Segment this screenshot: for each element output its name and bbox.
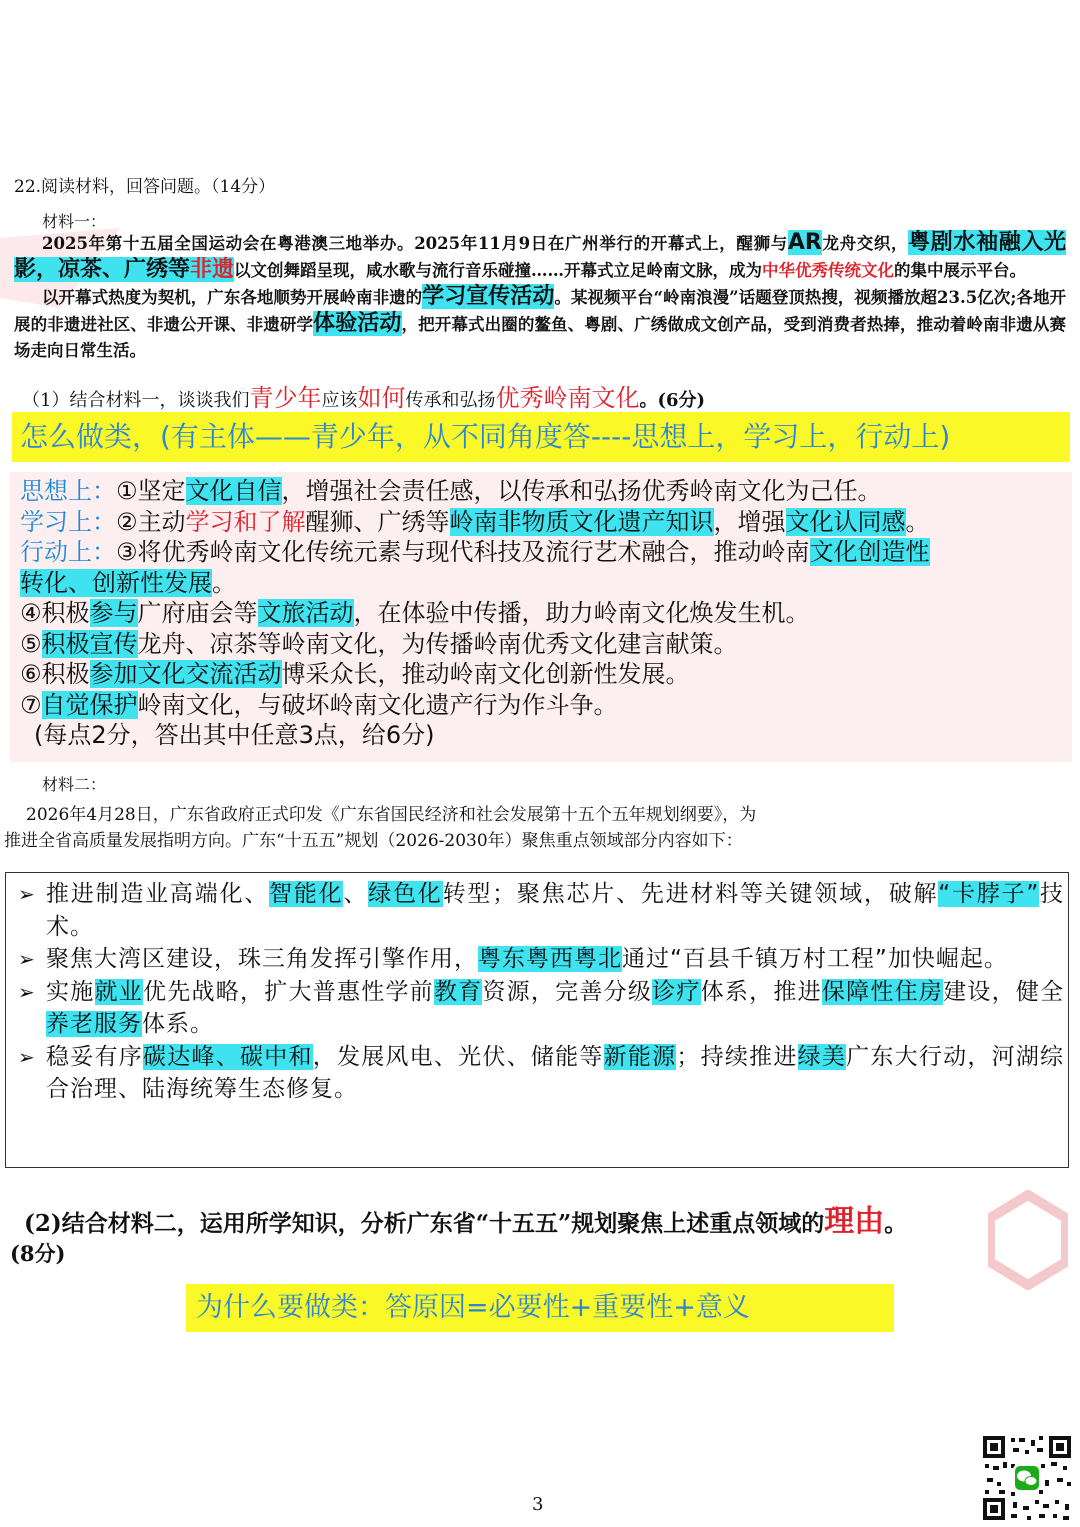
text-run: 应该 [321,390,358,411]
text-run: 体系，推进 [700,978,822,1005]
bullet-arrow-icon: ➢ [18,882,36,906]
highlight: 智能化 [269,881,344,907]
highlight-experience-activity: 体验活动 [313,311,402,336]
answer-type-banner [12,412,1070,462]
list-item [18,878,1064,943]
text-run: ①坚定 [116,477,186,505]
text-run: 2025年第十五届全国运动会在粤港澳三地举办。2025年11月9日在广州举行的开幕式上，醒狮与 [42,234,788,253]
highlight: 岭南非物质文化遗产知识 [449,507,714,536]
answer-line [20,690,1070,721]
angle-tag: 行动上： [20,538,116,566]
text-run: 以文创舞蹈呈现，咸水歌与流行音乐碰撞……开幕式立足岭南文脉，成为 [234,261,763,280]
material-two-line-2: 推进全省高质量发展指明方向。广东“十五五”规划（2026-2030年）聚焦重点领域部分内容如下： [4,831,743,851]
highlight: 碳达峰、碳中和 [142,1043,313,1070]
text-run: 、 [343,881,369,907]
list-item [18,976,1064,1041]
text-run: 体系。 [142,1011,214,1037]
answer-line [20,659,1070,690]
text-run: ⑤ [20,629,42,658]
text-run: 龙舟交织， [821,234,909,253]
material-one-paragraph-1 [14,230,1066,284]
highlight: 绿色化 [368,881,443,907]
list-item [18,943,1064,976]
text-run: 推进制造业高端化、 [46,881,270,907]
answer-line [20,537,1070,568]
text-run: 稳妥有序 [46,1043,143,1070]
text-run: 博采众长，推动岭南文化创新性发展。 [281,660,690,688]
text-run: 实施 [46,978,95,1005]
red-keyword: 理由 [824,1204,885,1239]
red-keyword: 学习和了解 [185,507,306,536]
decorative-hexagon-shape [988,1190,1068,1290]
material-one-text [14,230,1066,364]
text-run: ，发展风电、光伏、储能等 [312,1043,604,1070]
answer-one-lines [20,476,1070,751]
highlight: 文化自信 [185,477,282,505]
highlight: 文化创造性 [809,538,930,566]
highlight: 文旅活动 [257,599,354,627]
material-one-paragraph-2 [14,284,1066,364]
answer-line [20,507,1070,538]
text-run: ，增强 [713,507,786,536]
angle-tag: 思想上： [20,477,116,505]
text-run: 优先战略，扩大普惠性学前 [143,978,434,1005]
highlight: 养老服务 [46,1011,142,1037]
material-two-line-1: 2026年4月28日，广东省政府正式印发《广东省国民经济和社会发展第十五个五年规划纲要》，为 [26,805,757,825]
text-run: 以开幕式热度为契机，广东各地顺势开展岭南非遗的 [42,288,423,307]
text-run: ⑥积极 [20,660,90,688]
text-run: ；持续推进 [676,1043,798,1070]
text-run: ，增强社会责任感，以传承和弘扬优秀岭南文化为己任。 [281,477,882,505]
scoring-note: (每点2分，答出其中任意3点，给6分) [34,721,435,749]
text-run: ，在体验中传播，助力岭南文化焕发生机。 [353,599,810,627]
bullet-arrow-icon: ➢ [18,1044,36,1069]
text-run: 龙舟、凉茶等岭南文化，为传播岭南优秀文化建言献策。 [137,629,738,658]
score-text: 。(6分) [639,390,706,411]
text-run: 醒狮、广绣等 [305,507,450,536]
text-run: 的集中展示平台。 [894,261,1027,280]
highlight: 积极宣传 [41,629,138,658]
page-number: 3 [532,1494,544,1515]
banner-text: 怎么做类，(有主体——青少年，从不同角度答----思想上，学习上，行动上) [20,420,951,453]
highlight-study-activity: 学习宣传活动 [422,284,555,309]
text-run: 资源，完善分级 [482,978,653,1005]
text-run: ⑦ [20,690,42,719]
highlight: “卡脖子” [938,881,1040,907]
highlight-opera: 粤剧水袖融入光影，凉茶、广绣等 [14,230,1066,282]
highlight: 诊疗 [652,978,701,1005]
question-title: 22.阅读材料，回答问题。（14分） [14,177,276,197]
text-run: 建设，健全 [943,978,1065,1005]
highlight: 新能源 [603,1043,677,1070]
text-run: ④积极 [20,599,90,627]
red-keyword: 如何 [357,384,406,412]
text-run: 。 [212,568,236,597]
red-keyword: 青少年 [249,384,322,412]
material-one-label: 材料一： [42,212,107,231]
highlight-heritage: 非遗 [190,257,235,282]
text-run: 广府庙会等 [137,599,258,627]
text-run: 。某视频平台“岭南浪漫”话题登顶热搜，视频播放超23.5亿次;各地开展的非遗进社区、非遗公开课、非遗研学 [14,288,1066,334]
highlight: 教育 [433,978,483,1005]
red-keyword: 优秀岭南文化 [495,384,640,412]
material-two-label: 材料二： [42,775,107,794]
answer-line [20,629,1070,660]
text-run: 。 [905,507,930,536]
text-run: ②主动 [116,507,186,536]
angle-tag: 学习上： [20,507,116,536]
answer-line [20,568,1070,599]
text-run: （1）结合材料一，谈谈我们 [22,390,250,411]
banner-text: 为什么要做类：答原因=必要性+重要性+意义 [196,1292,750,1323]
highlight: 转化、创新性发展 [20,568,212,597]
plan-focus-list [18,878,1064,1106]
question-two [24,1196,907,1240]
answer-line [20,598,1070,629]
highlight: 文化认同感 [785,507,906,536]
red-culture-phrase: 中华优秀传统文化 [762,261,895,280]
highlight: 就业 [94,978,143,1005]
text-run: ③将优秀岭南文化传统元素与现代科技及流行艺术融合，推动岭南 [116,538,810,566]
text-run: 岭南文化，与破坏岭南文化遗产行为作斗争。 [137,690,618,719]
highlight: 保障性住房 [821,978,944,1005]
highlight: 参与 [89,599,138,627]
highlight: 参加文化交流活动 [89,660,282,688]
answer-line [20,476,1070,507]
question-one [22,378,705,413]
bullet-arrow-icon: ➢ [18,979,36,1004]
answer-type-banner [186,1284,894,1332]
text-run: 通过“百县千镇万村工程”加快崛起。 [622,946,1008,972]
text-run: ，把开幕式出圈的鳌鱼、粤剧、广绣做成文创产品，受到消费者热捧，推动着岭南非遗从赛场走向日常生活。 [14,315,1066,360]
wechat-qr-code-icon [981,1434,1073,1522]
text-run: 技术。 [46,881,1065,940]
question-two-score: (8分) [10,1241,66,1266]
highlight-ar: AR [787,230,822,255]
text-run: 传承和弘扬 [405,390,496,411]
text-run: 转型；聚焦芯片、先进材料等关键领域，破解 [442,881,939,907]
highlight: 粤东粤西粤北 [478,946,622,972]
text-run: 广东大行动，河湖综合治理、陆海统筹生态修复。 [46,1043,1065,1102]
text-run: 。 [884,1210,908,1237]
bullet-arrow-icon: ➢ [18,947,36,971]
text-run: (2)结合材料二，运用所学知识，分析广东省“十五五”规划聚焦上述重点领域的 [24,1210,825,1237]
highlight: 自觉保护 [41,690,138,719]
list-item [18,1041,1064,1106]
highlight: 绿美 [797,1043,847,1070]
text-run: 聚焦大湾区建设，珠三角发挥引擎作用， [46,946,478,972]
